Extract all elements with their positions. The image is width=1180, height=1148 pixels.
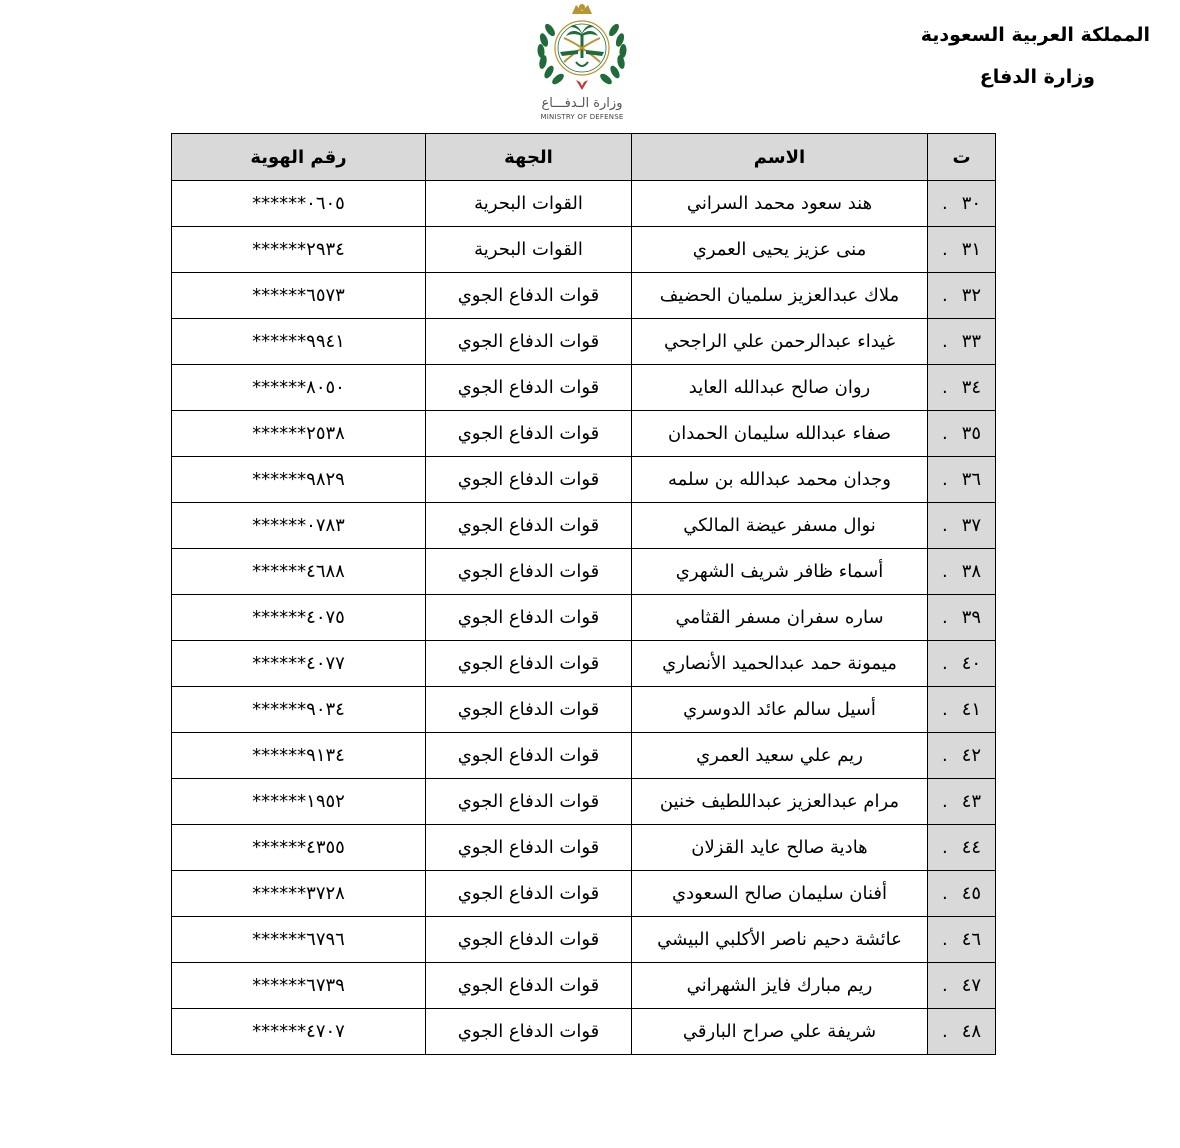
department-cell: قوات الدفاع الجوي bbox=[426, 503, 632, 549]
table-row bbox=[172, 273, 996, 319]
name-cell: هند سعود محمد السراني bbox=[632, 181, 928, 227]
row-number-dot: . bbox=[941, 837, 948, 858]
name-cell: عائشة دحيم ناصر الأكلبي البيشي bbox=[632, 917, 928, 963]
name-cell: نوال مسفر عيضة المالكي bbox=[632, 503, 928, 549]
row-number: ٤٠ bbox=[961, 653, 982, 674]
row-number: ٣٨ bbox=[961, 561, 982, 582]
personnel-table bbox=[171, 133, 996, 1055]
row-number: ٣١ bbox=[961, 239, 982, 260]
table-row bbox=[172, 365, 996, 411]
name-cell: غيداء عبدالرحمن علي الراجحي bbox=[632, 319, 928, 365]
name-cell: ملاك عبدالعزيز سلميان الحضيف bbox=[632, 273, 928, 319]
id-number-cell: ******٩٩٤١ bbox=[172, 319, 426, 365]
logo-arabic-text: وزارة الـدفـــاع bbox=[541, 96, 623, 111]
row-number-dot: . bbox=[941, 193, 948, 214]
name-cell: ساره سفران مسفر القثامي bbox=[632, 595, 928, 641]
id-number-cell: ******٠٦٠٥ bbox=[172, 181, 426, 227]
ministry-name: وزارة الدفاع bbox=[979, 66, 1095, 88]
row-number: ٣٣ bbox=[961, 331, 982, 352]
table-row bbox=[172, 871, 996, 917]
name-cell: منى عزيز يحيى العمري bbox=[632, 227, 928, 273]
row-number-cell bbox=[928, 181, 996, 227]
row-number-dot: . bbox=[941, 929, 948, 950]
row-number-dot: . bbox=[941, 377, 948, 398]
column-header-department: الجهة bbox=[426, 134, 632, 181]
row-number-dot: . bbox=[941, 469, 948, 490]
row-number: ٣٢ bbox=[961, 285, 982, 306]
row-number-cell bbox=[928, 503, 996, 549]
id-number-cell: ******٦٥٧٣ bbox=[172, 273, 426, 319]
row-number-cell bbox=[928, 365, 996, 411]
name-cell: ريم مبارك فايز الشهراني bbox=[632, 963, 928, 1009]
row-number-dot: . bbox=[941, 653, 948, 674]
department-cell: قوات الدفاع الجوي bbox=[426, 1009, 632, 1055]
name-cell: أفنان سليمان صالح السعودي bbox=[632, 871, 928, 917]
id-number-cell: ******٣٧٢٨ bbox=[172, 871, 426, 917]
row-number-dot: . bbox=[941, 1021, 948, 1042]
table-row bbox=[172, 319, 996, 365]
row-number-cell bbox=[928, 457, 996, 503]
row-number-cell bbox=[928, 641, 996, 687]
row-number-cell bbox=[928, 871, 996, 917]
department-cell: قوات الدفاع الجوي bbox=[426, 595, 632, 641]
id-number-cell: ******٤٣٥٥ bbox=[172, 825, 426, 871]
logo-english-text: MINISTRY OF DEFENSE bbox=[540, 113, 624, 121]
table-row bbox=[172, 549, 996, 595]
department-cell: قوات الدفاع الجوي bbox=[426, 549, 632, 595]
row-number: ٤٧ bbox=[961, 975, 982, 996]
table-row bbox=[172, 917, 996, 963]
row-number-cell bbox=[928, 549, 996, 595]
row-number-dot: . bbox=[941, 607, 948, 628]
ministry-of-defense-logo bbox=[520, 0, 644, 126]
department-cell: قوات الدفاع الجوي bbox=[426, 641, 632, 687]
row-number: ٤٢ bbox=[961, 745, 982, 766]
row-number: ٣٤ bbox=[961, 377, 982, 398]
table-row bbox=[172, 227, 996, 273]
table-row bbox=[172, 825, 996, 871]
name-cell: صفاء عبدالله سليمان الحمدان bbox=[632, 411, 928, 457]
name-cell: ميمونة حمد عبدالحميد الأنصاري bbox=[632, 641, 928, 687]
column-header-number: ت bbox=[928, 134, 996, 181]
row-number-dot: . bbox=[941, 515, 948, 536]
name-cell: وجدان محمد عبدالله بن سلمه bbox=[632, 457, 928, 503]
name-cell: هادية صالح عايد القزلان bbox=[632, 825, 928, 871]
department-cell: قوات الدفاع الجوي bbox=[426, 687, 632, 733]
row-number-cell bbox=[928, 779, 996, 825]
name-cell: ريم علي سعيد العمري bbox=[632, 733, 928, 779]
department-cell: قوات الدفاع الجوي bbox=[426, 917, 632, 963]
row-number: ٣٧ bbox=[961, 515, 982, 536]
id-number-cell: ******٩٠٣٤ bbox=[172, 687, 426, 733]
row-number-cell bbox=[928, 273, 996, 319]
table-row bbox=[172, 963, 996, 1009]
row-number: ٣٦ bbox=[961, 469, 982, 490]
id-number-cell: ******٠٧٨٣ bbox=[172, 503, 426, 549]
id-number-cell: ******٦٧٩٦ bbox=[172, 917, 426, 963]
row-number-cell bbox=[928, 963, 996, 1009]
department-cell: قوات الدفاع الجوي bbox=[426, 779, 632, 825]
department-cell: قوات الدفاع الجوي bbox=[426, 457, 632, 503]
table-row bbox=[172, 411, 996, 457]
row-number-dot: . bbox=[941, 423, 948, 444]
emblem-icon bbox=[520, 0, 644, 96]
table-row bbox=[172, 641, 996, 687]
row-number-cell bbox=[928, 825, 996, 871]
department-cell: قوات الدفاع الجوي bbox=[426, 319, 632, 365]
row-number: ٤٤ bbox=[961, 837, 982, 858]
id-number-cell: ******٤٠٧٧ bbox=[172, 641, 426, 687]
row-number-dot: . bbox=[941, 561, 948, 582]
row-number-cell bbox=[928, 1009, 996, 1055]
department-cell: قوات الدفاع الجوي bbox=[426, 871, 632, 917]
id-number-cell: ******٩٨٢٩ bbox=[172, 457, 426, 503]
name-cell: أسماء ظافر شريف الشهري bbox=[632, 549, 928, 595]
id-number-cell: ******٩١٣٤ bbox=[172, 733, 426, 779]
column-header-name: الاسم bbox=[632, 134, 928, 181]
department-cell: قوات الدفاع الجوي bbox=[426, 825, 632, 871]
column-header-id: رقم الهوية bbox=[172, 134, 426, 181]
id-number-cell: ******٦٧٣٩ bbox=[172, 963, 426, 1009]
id-number-cell: ******٢٩٣٤ bbox=[172, 227, 426, 273]
row-number: ٤٥ bbox=[961, 883, 982, 904]
row-number-dot: . bbox=[941, 699, 948, 720]
row-number-cell bbox=[928, 733, 996, 779]
department-cell: قوات الدفاع الجوي bbox=[426, 733, 632, 779]
name-cell: مرام عبدالعزيز عبداللطيف خنين bbox=[632, 779, 928, 825]
id-number-cell: ******٤٦٨٨ bbox=[172, 549, 426, 595]
table-row bbox=[172, 503, 996, 549]
id-number-cell: ******٢٥٣٨ bbox=[172, 411, 426, 457]
row-number-dot: . bbox=[941, 239, 948, 260]
table-row bbox=[172, 457, 996, 503]
department-cell: قوات الدفاع الجوي bbox=[426, 411, 632, 457]
id-number-cell: ******٤٠٧٥ bbox=[172, 595, 426, 641]
row-number-dot: . bbox=[941, 975, 948, 996]
department-cell: قوات الدفاع الجوي bbox=[426, 365, 632, 411]
table-header-row bbox=[172, 134, 996, 181]
row-number-cell bbox=[928, 687, 996, 733]
table-row bbox=[172, 779, 996, 825]
name-cell: روان صالح عبدالله العايد bbox=[632, 365, 928, 411]
id-number-cell: ******٤٧٠٧ bbox=[172, 1009, 426, 1055]
row-number-dot: . bbox=[941, 791, 948, 812]
row-number-cell bbox=[928, 411, 996, 457]
row-number-cell bbox=[928, 319, 996, 365]
table-row bbox=[172, 595, 996, 641]
row-number-dot: . bbox=[941, 745, 948, 766]
organization-header bbox=[890, 20, 1150, 92]
country-name: المملكة العربية السعودية bbox=[920, 24, 1150, 46]
department-cell: قوات الدفاع الجوي bbox=[426, 963, 632, 1009]
row-number-cell bbox=[928, 227, 996, 273]
table-row bbox=[172, 1009, 996, 1055]
row-number: ٤١ bbox=[961, 699, 982, 720]
row-number-dot: . bbox=[941, 285, 948, 306]
id-number-cell: ******٨٠٥٠ bbox=[172, 365, 426, 411]
name-cell: شريفة علي صراح البارقي bbox=[632, 1009, 928, 1055]
department-cell: قوات الدفاع الجوي bbox=[426, 273, 632, 319]
row-number: ٣٩ bbox=[961, 607, 982, 628]
row-number-cell bbox=[928, 917, 996, 963]
row-number: ٣٥ bbox=[961, 423, 982, 444]
row-number-dot: . bbox=[941, 331, 948, 352]
row-number-dot: . bbox=[941, 883, 948, 904]
table-row bbox=[172, 181, 996, 227]
table-row bbox=[172, 687, 996, 733]
table-row bbox=[172, 733, 996, 779]
name-cell: أسيل سالم عائد الدوسري bbox=[632, 687, 928, 733]
row-number: ٤٦ bbox=[961, 929, 982, 950]
row-number: ٤٨ bbox=[961, 1021, 982, 1042]
department-cell: القوات البحرية bbox=[426, 227, 632, 273]
id-number-cell: ******١٩٥٢ bbox=[172, 779, 426, 825]
row-number: ٣٠ bbox=[961, 193, 982, 214]
department-cell: القوات البحرية bbox=[426, 181, 632, 227]
row-number: ٤٣ bbox=[961, 791, 982, 812]
row-number-cell bbox=[928, 595, 996, 641]
